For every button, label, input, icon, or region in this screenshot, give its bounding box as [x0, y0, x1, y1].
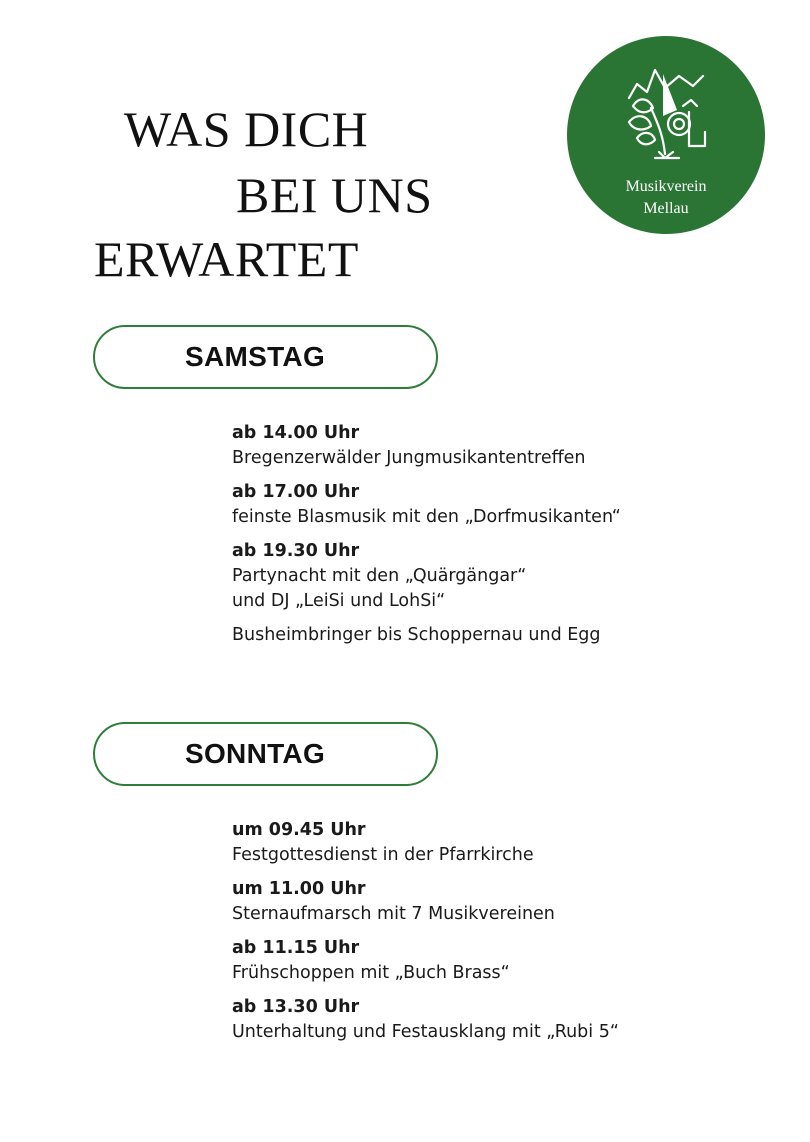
- logo-text-line-2: Mellau: [643, 200, 689, 217]
- list-item: [232, 480, 792, 530]
- event-description: Partynacht mit den „Quärgängar“: [232, 566, 527, 586]
- headline-line-1: WAS DICH: [124, 101, 369, 157]
- logo-text-line-1: Musikverein: [625, 178, 707, 195]
- musikverein-logo: [567, 36, 765, 234]
- list-item: [232, 623, 792, 648]
- event-description: Unterhaltung und Festausklang mit „Rubi 5“: [232, 1022, 619, 1042]
- list-item: [232, 818, 792, 868]
- sunday-events: [232, 818, 792, 1054]
- event-time: um 11.00 Uhr: [232, 879, 366, 899]
- event-description: Sternaufmarsch mit 7 Musikvereinen: [232, 904, 555, 924]
- event-time: um 09.45 Uhr: [232, 820, 366, 840]
- sunday-heading-pill: [93, 722, 438, 786]
- event-time: ab 17.00 Uhr: [232, 482, 360, 502]
- list-item: [232, 877, 792, 927]
- headline-line-3: ERWARTET: [94, 231, 359, 287]
- event-time: ab 19.30 Uhr: [232, 541, 360, 561]
- list-item: [232, 995, 792, 1045]
- event-description: Festgottesdienst in der Pfarrkirche: [232, 845, 534, 865]
- emblem-icon: [619, 66, 713, 166]
- list-item: [232, 539, 792, 614]
- sunday-label: SONNTAG: [185, 738, 326, 769]
- headline-line-2: BEI UNS: [236, 167, 433, 223]
- event-time: ab 11.15 Uhr: [232, 938, 360, 958]
- saturday-heading-pill: [93, 325, 438, 389]
- event-time: ab 14.00 Uhr: [232, 423, 360, 443]
- event-description: feinste Blasmusik mit den „Dorfmusikanten“: [232, 507, 621, 527]
- event-description-line-2: und DJ „LeiSi und LohSi“: [232, 591, 446, 611]
- list-item: [232, 421, 792, 471]
- list-item: [232, 936, 792, 986]
- event-note: Busheimbringer bis Schoppernau und Egg: [232, 625, 601, 645]
- event-time: ab 13.30 Uhr: [232, 997, 360, 1017]
- event-description: Bregenzerwälder Jungmusikantentreffen: [232, 448, 586, 468]
- event-description: Frühschoppen mit „Buch Brass“: [232, 963, 510, 983]
- saturday-events: [232, 421, 792, 657]
- saturday-label: SAMSTAG: [185, 341, 326, 372]
